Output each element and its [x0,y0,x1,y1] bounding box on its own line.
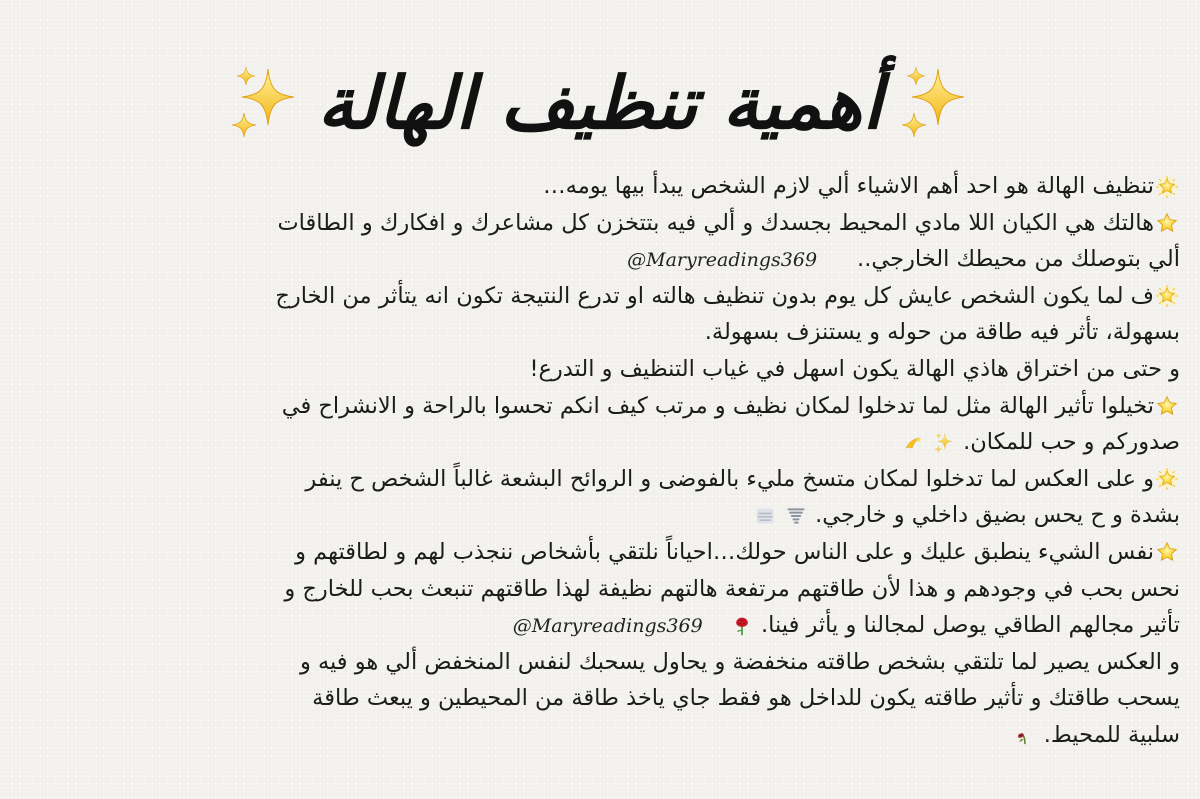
line-text: تخيلوا تأثير الهالة مثل لما تدخلوا لمكان نظيف و مرتب كيف انكم تحسوا بالراحة و الانشراح في [281,392,1154,419]
line-text: هالتك هي الكيان اللا مادي المحيط بجسدك و ألي فيه بتتخزن كل مشاعرك و افكارك و الطاقات [277,209,1154,236]
dizzy-icon [903,432,923,454]
line-text: بسهولة، تأثر فيه طاقة من حوله و يستنزف بسهولة. [704,319,1180,346]
star-icon [1156,395,1178,417]
line-text: تأثير مجالهم الطاقي يوصل لمجالنا و يأثر فينا. [761,612,1180,639]
text-line [100,241,1180,278]
sparkles-icon [934,432,954,454]
text-line [100,607,1180,644]
wilted-flower-icon [1015,724,1035,746]
sparkles-icon [230,63,300,143]
text-line [100,351,1180,388]
text-line [100,534,1180,571]
text-line [100,168,1180,205]
text-line [100,497,1180,534]
line-text: ف لما يكون الشخص عايش كل يوم بدون تنظيف هالته او تدرع النتيجة تكون انه يتأثر من الخارج [275,282,1154,309]
star-icon [1156,212,1178,234]
text-line [100,461,1180,498]
line-text: صدوركم و حب للمكان. [963,429,1180,456]
line-text: نفس الشيء ينطبق عليك و على الناس حولك…احياناً نلتقي بأشخاص ننجذب لهم و لطاقتهم و [295,538,1154,565]
line-text: ألي بتوصلك من محيطك الخارجي.. [857,246,1180,273]
text-line [100,571,1180,608]
line-text: و العكس يصير لما تلتقي بشخص طاقته منخفضة و يحاول يسحبك لنفس المنخفض ألي هو فيه و [299,648,1180,675]
text-line [100,424,1180,461]
line-text: تنظيف الهالة هو احد أهم الاشياء ألي لازم الشخص يبدأ بيها يومه… [543,173,1154,199]
line-text: سلبية للمحيط. [1043,721,1180,748]
article-body [100,168,1180,754]
text-line [100,717,1180,754]
text-line [100,314,1180,351]
fog-icon [755,505,775,527]
line-text: نحس بحب في وجودهم و هذا لأن طاقتهم مرتفعة هالتهم نظيفة لهذا طاقتهم تنبعث بحب للخارج و [284,575,1180,602]
text-line [100,278,1180,315]
line-text: و على العكس لما تدخلوا لمكان متسخ مليء بالفوضى و الروائح البشعة غالباً الشخص ح ينفر [305,465,1154,492]
text-line [100,680,1180,717]
text-line [100,388,1180,425]
star-icon [1156,541,1178,563]
line-text: بشدة و ح يحس بضيق داخلي و خارجي. [815,502,1180,529]
line-text: يسحب طاقتك و تأثير طاقته يكون للداخل هو فقط جاي ياخذ طاقة من المحيطين و يبعث طاقة [312,685,1180,712]
glowing-star-icon [1156,285,1178,307]
watermark-handle: @Maryreadings369 [512,615,703,638]
text-line [100,644,1180,681]
tornado-icon [786,505,806,527]
rose-icon [732,615,752,637]
title-row [0,48,1200,158]
line-text: و حتى من اختراق هاذي الهالة يكون اسهل في غياب التنظيف و التدرع! [529,355,1180,382]
page-title: أهمية تنظيف الهالة [317,61,883,145]
glowing-star-icon [1156,176,1178,198]
sparkles-icon [900,63,970,143]
glowing-star-icon [1156,468,1178,490]
watermark-handle: @Maryreadings369 [627,249,818,272]
text-line [100,205,1180,242]
